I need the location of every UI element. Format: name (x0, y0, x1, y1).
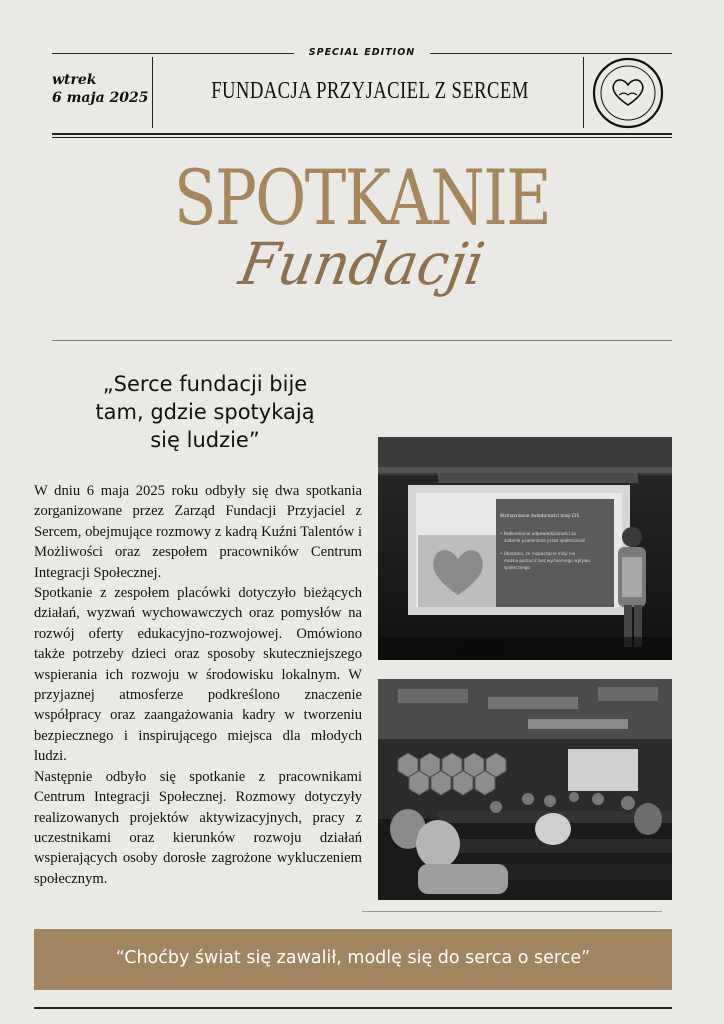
organization-name: FUNDACJA PRZYJACIEL Z SERCEM (211, 78, 529, 104)
special-edition-label: SPECIAL EDITION (308, 47, 416, 58)
masthead-bottom-rule-thin (52, 137, 672, 138)
quote-banner-text: “Choćby świat się zawalił, modlę się do serca o serce” (115, 948, 591, 968)
headline-title: SPOTKANIE (173, 153, 551, 242)
headline-rule (52, 340, 672, 341)
masthead-divider-right (583, 57, 584, 128)
masthead-divider-left (152, 57, 153, 128)
article-paragraph-3: Następnie odbyło się spotkanie z pracownikami Centrum Integracji Społecznej. Rozmowy dotyczyły realizowanych projektów aktywizacyjnych, pracy z uczestnikami oraz kierunków rozwoju działań wspierających osoby dorosłe zagrożone wykluczeniem społecznym. (34, 768, 362, 887)
slide-line-6: społecznego (504, 565, 531, 570)
article-paragraph-1: W dniu 6 maja 2025 roku odbyły się dwa spotkania zorganizowane przez Zarząd Fundacji Przyjaciel z Sercem, obejmujące rozmowy z kadrą Kuźni Talentów i Możliwości oraz zespołem pracowników Centrum Integracji Społecznej. (34, 483, 362, 581)
slide-line-2: • Podkreślanie odpowiedzialności za (500, 531, 576, 536)
quote-title (40, 370, 370, 454)
slide-line-4: • Ukazanie, że rozpoczęcie misji nie (500, 551, 576, 556)
photo-presentation (378, 437, 672, 660)
photo-audience (378, 679, 672, 900)
quote-title-line-1: „Serce fundacji bije (102, 372, 308, 396)
date-weekday: wtrek (52, 72, 97, 88)
masthead-bottom-rule (52, 133, 672, 135)
foundation-logo (592, 57, 664, 129)
slide-line-1: Wzmacnianie świadomości misji CIS (500, 514, 580, 519)
quote-title-line-3: się ludzie” (150, 428, 260, 452)
quote-title-line-2: tam, gdzie spotykają (95, 400, 315, 424)
quote-banner (34, 929, 672, 990)
article-bottom-rule (362, 911, 662, 912)
headline-script: Fundacji (234, 230, 490, 298)
footer-rule (34, 1007, 672, 1009)
heart-seal-icon (592, 57, 664, 129)
date-full: 6 maja 2025 (52, 90, 149, 106)
article-paragraph-2: Spotkanie z zespołem placówki dotyczyło bieżących działań, wyzwań wychowawczych oraz pomysłów na rozwój oferty edukacyjno-rozwojowej. Omówiono także potrzeby dzieci oraz sposoby skuteczniejszego wspierania ich rozwoju w środowisku lokalnym. W przyjaznej atmosferze podkreślono znaczenie współpracy oraz zaangażowania kadry w tworzeniu bezpiecznego i inspirującego miejsca dla młodych ludzi. (34, 585, 362, 765)
slide-line-5: można porzucić bez wymiernego wpływu (504, 558, 591, 563)
slide-line-3: zadanie powierzone przez społeczność (504, 538, 586, 543)
article-body (34, 481, 362, 889)
